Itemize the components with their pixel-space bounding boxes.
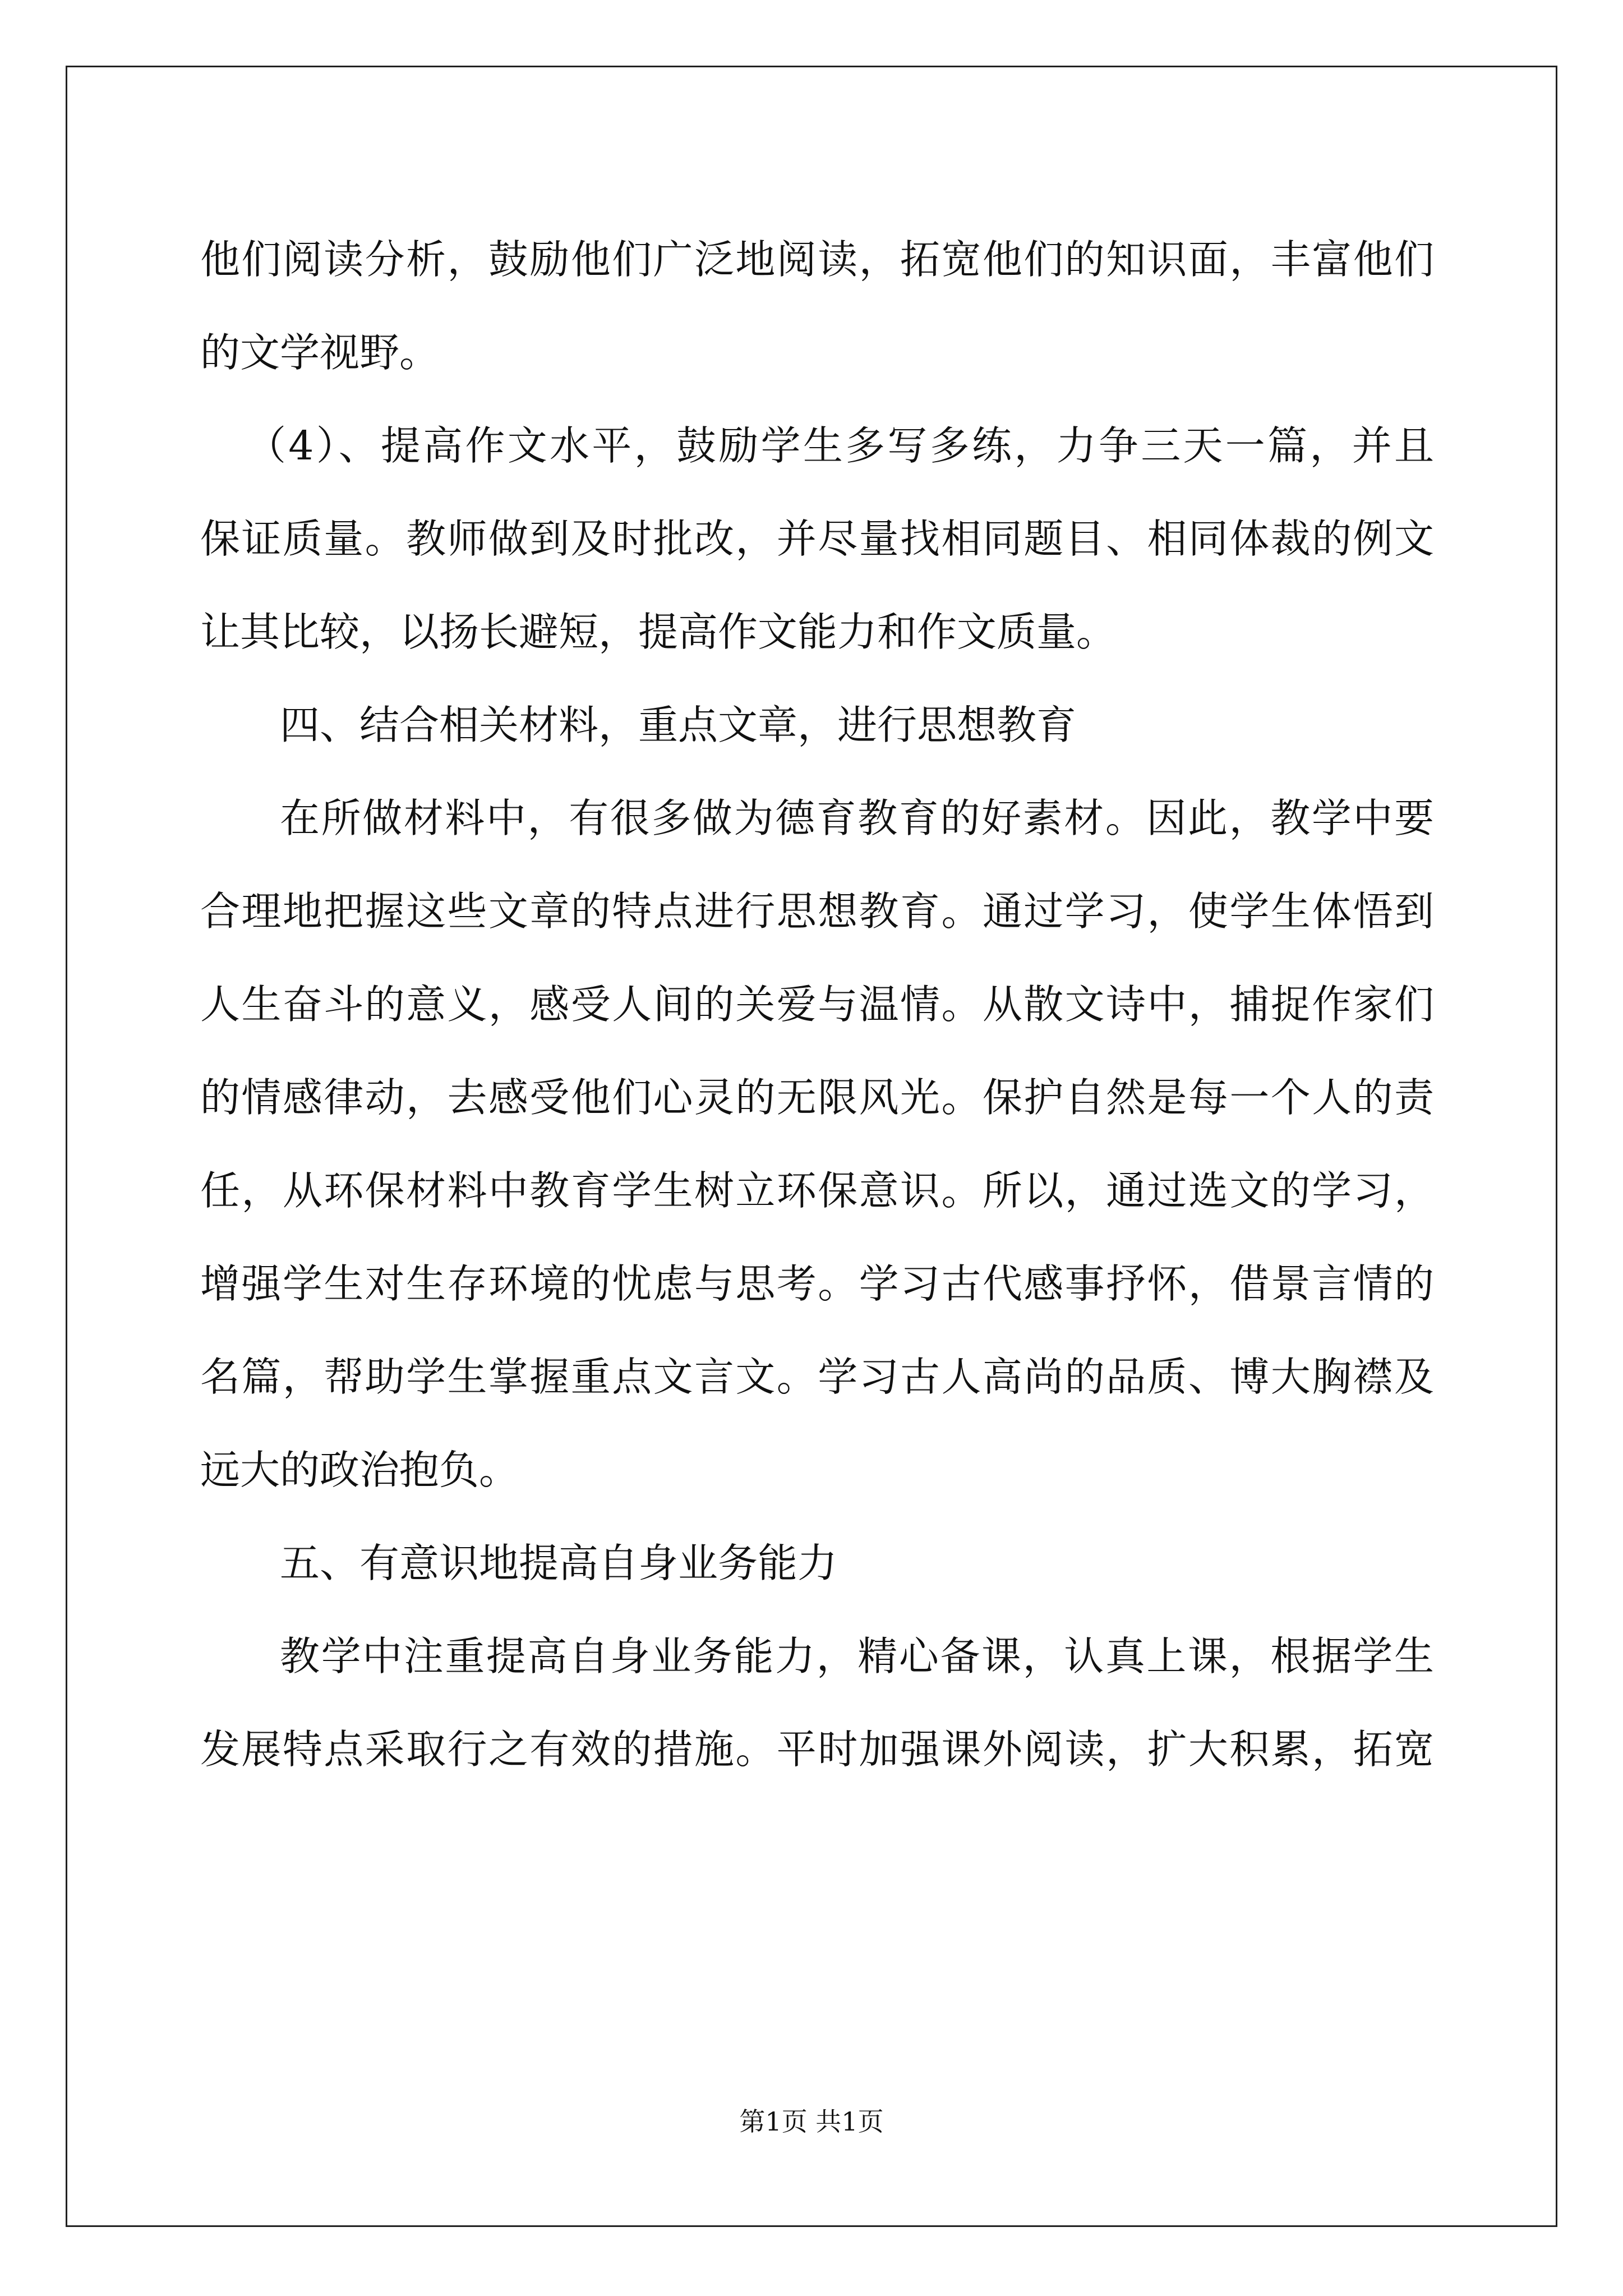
- section-heading: 四、结合相关材料，重点文章，进行思想教育: [280, 702, 1077, 748]
- text-line: 人生奋斗的意义，感受人间的关爱与温情。从散文诗中，捕捉作家们: [200, 981, 1434, 1028]
- text-line: （4）、提高作文水平，鼓励学生多写多练，力争三天一篇，并且: [246, 422, 1434, 469]
- text-line: 的情感律动，去感受他们心灵的无限风光。保护自然是每一个人的责: [200, 1074, 1434, 1121]
- text-line: 在所做材料中，有很多做为德育教育的好素材。因此，教学中要: [280, 795, 1434, 841]
- text-line: 保证质量。教师做到及时批改，并尽量找相同题目、相同体裁的例文: [200, 516, 1434, 562]
- text-line: 的文学视野。: [200, 329, 440, 376]
- text-line: 远大的政治抱负。: [200, 1447, 519, 1493]
- text-line: 教学中注重提高自身业务能力，精心备课，认真上课，根据学生: [280, 1633, 1434, 1680]
- text-line: 合理地把握这些文章的特点进行思想教育。通过学习，使学生体悟到: [200, 888, 1434, 935]
- text-line: 增强学生对生存环境的忧虑与思考。学习古代感事抒怀，借景言情的: [200, 1260, 1434, 1307]
- text-line: 他们阅读分析，鼓励他们广泛地阅读，拓宽他们的知识面，丰富他们: [200, 236, 1434, 283]
- text-line: 任，从环保材料中教育学生树立环保意识。所以，通过选文的学习，: [200, 1167, 1434, 1214]
- text-line: 名篇，帮助学生掌握重点文言文。学习古人高尚的品质、博大胸襟及: [200, 1354, 1434, 1400]
- text-line: 发展特点采取行之有效的措施。平时加强课外阅读，扩大积累，拓宽: [200, 1726, 1434, 1773]
- document-body: [200, 213, 1434, 1796]
- text-line: 让其比较，以扬长避短，提高作文能力和作文质量。: [200, 609, 1117, 655]
- section-heading: 五、有意识地提高自身业务能力: [280, 1540, 838, 1586]
- page-number-footer: 第1页 共1页: [739, 2106, 884, 2137]
